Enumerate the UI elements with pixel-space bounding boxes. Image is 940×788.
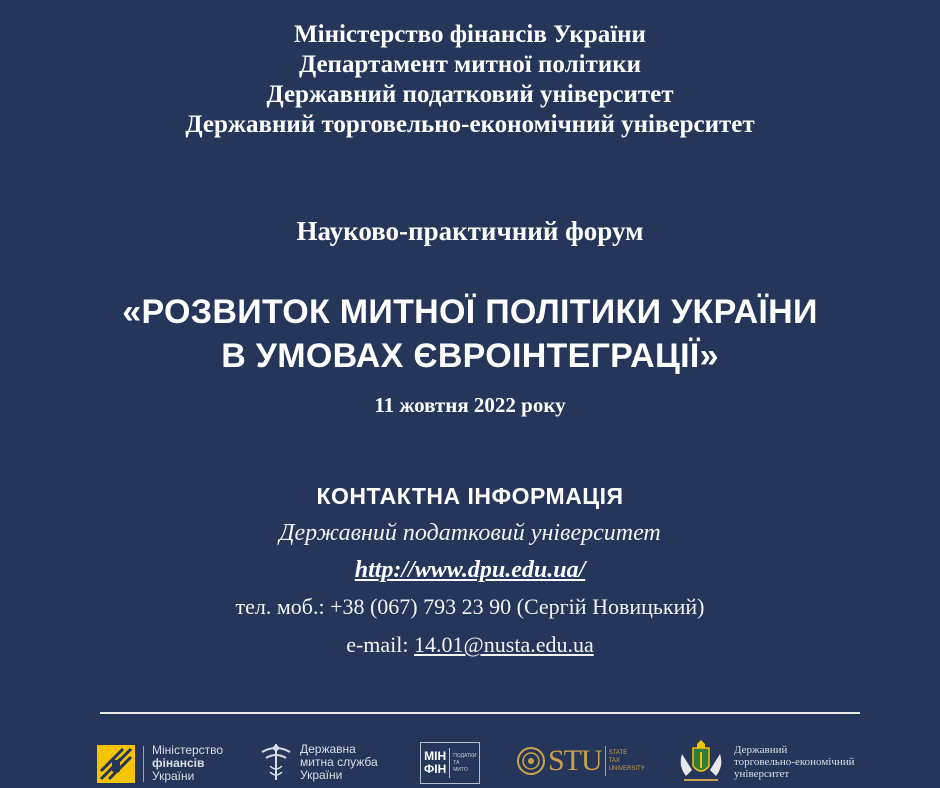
- logo-text-line: фінансів: [152, 756, 205, 770]
- logo-text-line: МИТО: [453, 766, 468, 773]
- customs-logo-text: [300, 743, 378, 782]
- minfin-short-side: [450, 753, 476, 774]
- minfin-short-box: [420, 742, 480, 784]
- email-label: e-mail:: [346, 632, 415, 657]
- minfin-logo-text: [152, 744, 223, 783]
- knteu-logo: [676, 740, 855, 784]
- forum-title: [0, 290, 940, 378]
- stu-logo-text: [609, 749, 645, 773]
- divider: [100, 712, 860, 714]
- logo-text-line: TAX: [608, 758, 620, 764]
- forum-type: Науково-практичний форум: [296, 216, 644, 246]
- logo-separator: [605, 746, 606, 776]
- logo-text-line: Міністерство: [152, 743, 224, 757]
- title-line: «РОЗВИТОК МИТНОЇ ПОЛІТИКИ УКРАЇНИ: [122, 293, 818, 331]
- customs-emblem-icon: [258, 742, 294, 782]
- knteu-logo-text: [734, 744, 855, 780]
- stu-logo: [516, 744, 645, 778]
- organizer-line: Департамент митної політики: [298, 51, 642, 78]
- organizer-line: Державний торговельно-економічний університет: [185, 111, 755, 138]
- logo-text-line: університет: [734, 768, 790, 780]
- stu-wordmark: STU: [548, 744, 602, 777]
- logo-text-line: ПОДАТКИ: [453, 752, 477, 759]
- minfin-emblem-icon: [97, 745, 135, 783]
- logo-text-line: України: [152, 769, 195, 783]
- stu-seal-icon: [516, 744, 546, 778]
- logo-text-line: ФІН: [424, 762, 447, 776]
- email-link[interactable]: 14.01@nusta.edu.ua: [414, 632, 594, 657]
- minfin-short-logo: [420, 742, 480, 784]
- logo-text-line: митна служба: [300, 754, 378, 769]
- logo-text-line: STATE: [608, 750, 628, 756]
- contact-block: [0, 478, 940, 664]
- logo-text-line: МІН: [424, 749, 447, 763]
- minfin-logo: [97, 744, 223, 783]
- logo-text-line: України: [300, 767, 343, 782]
- logo-text-line: торговельно-економічний: [734, 756, 855, 768]
- logo-text-line: ТА: [453, 759, 460, 766]
- logos-row: [0, 738, 940, 788]
- organizers-block: [0, 20, 940, 140]
- logo-text-line: Державний: [734, 744, 788, 756]
- logo-separator: [143, 746, 144, 782]
- organizer-line: Міністерство фінансів України: [294, 21, 646, 48]
- website-link[interactable]: http://www.dpu.edu.ua/: [354, 557, 586, 583]
- logo-text-line: Державна: [300, 741, 356, 756]
- phone-line: тел. моб.: +38 (067) 793 23 90 (Сергій Новицький): [235, 594, 705, 619]
- contact-heading: КОНТАКТНА ІНФОРМАЦІЯ: [316, 483, 624, 509]
- email-line: [0, 626, 940, 664]
- minfin-short-word: [421, 750, 449, 776]
- logo-text-line: UNIVERSITY: [608, 766, 645, 772]
- title-line: В УМОВАХ ЄВРОІНТЕГРАЦІЇ»: [221, 337, 719, 375]
- customs-logo: [258, 742, 378, 782]
- organizer-line: Державний податковий університет: [266, 81, 674, 108]
- knteu-coat-of-arms-icon: [676, 740, 726, 784]
- forum-date: 11 жовтня 2022 року: [374, 393, 566, 417]
- contact-university: Державний податковий університет: [279, 520, 661, 546]
